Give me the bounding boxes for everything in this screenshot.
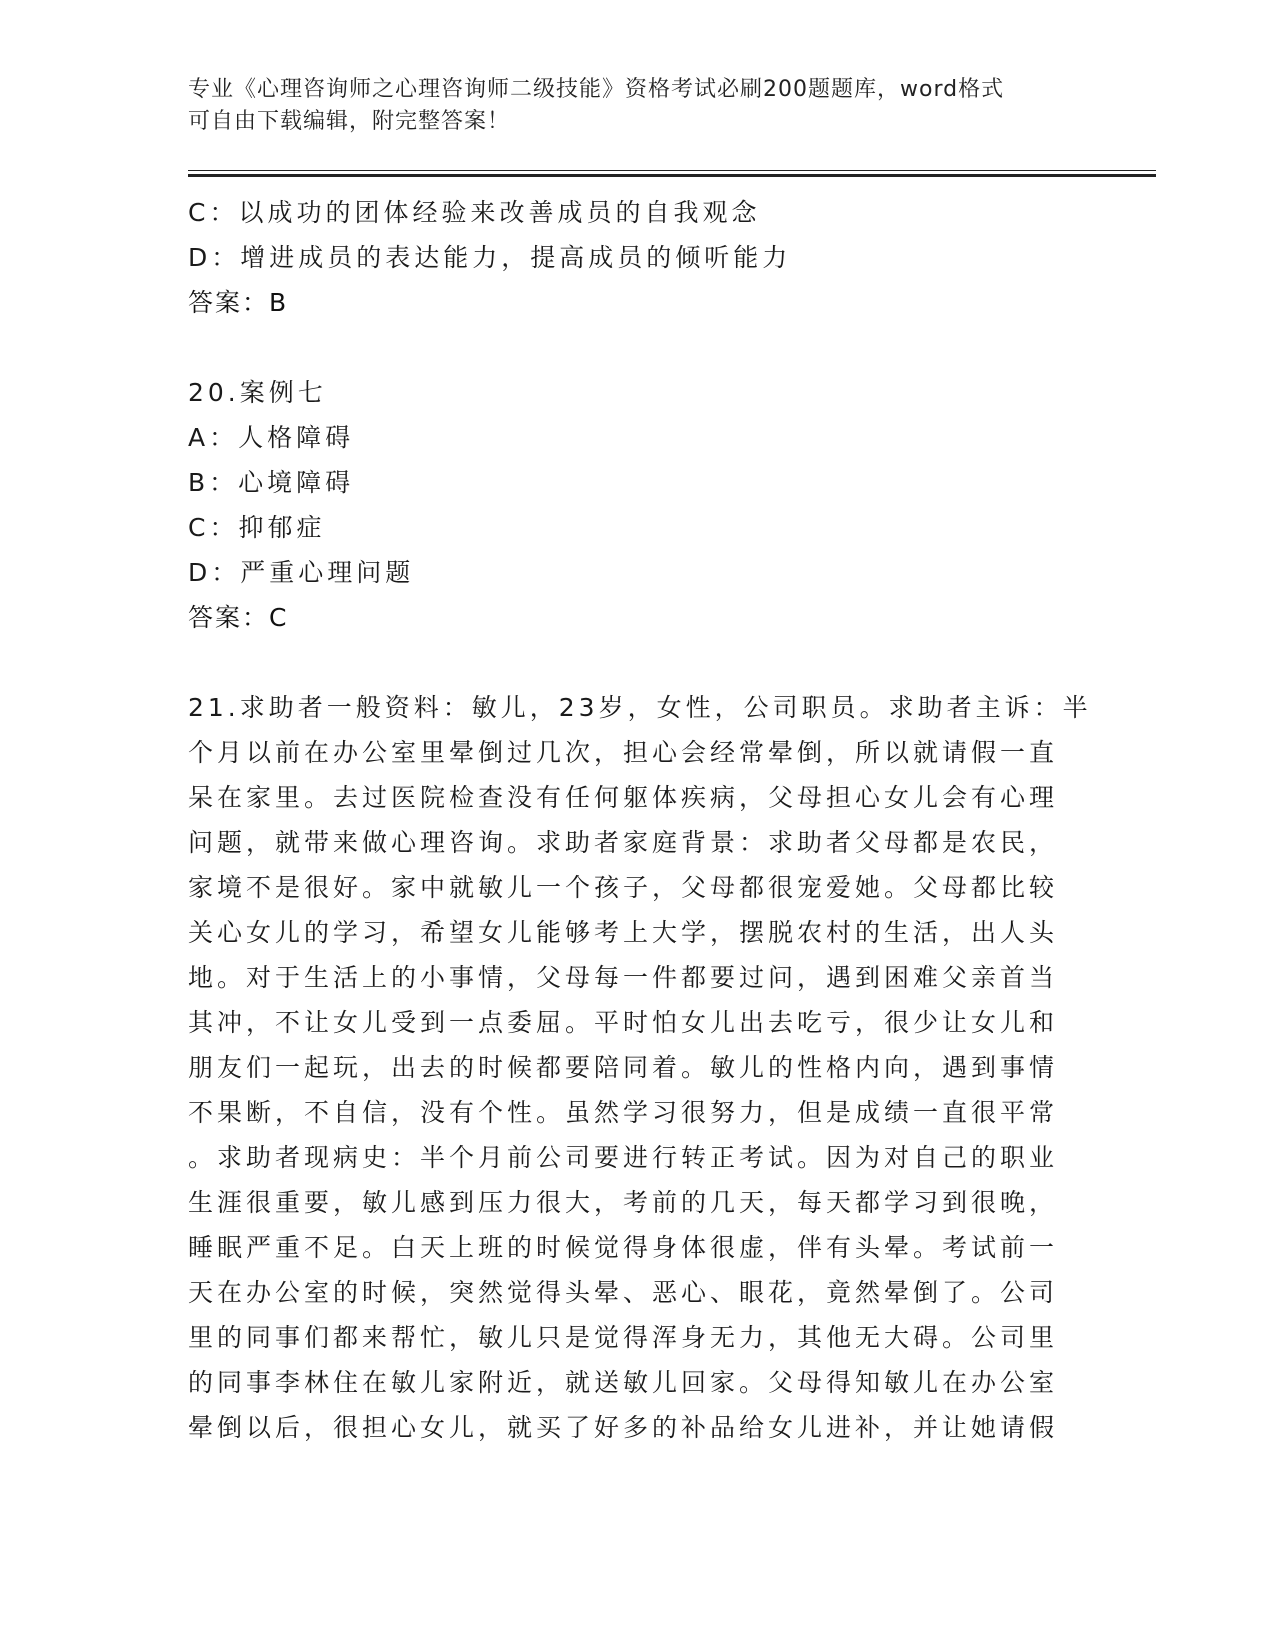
option-a: A：人格障碍: [188, 423, 355, 452]
paragraph-line: 晕倒以后，很担心女儿，就买了好多的补品给女儿进补，并让她请假: [188, 1413, 1059, 1442]
option-d: D：增进成员的表达能力，提高成员的倾听能力: [188, 243, 792, 272]
paragraph-line: 睡眠严重不足。白天上班的时候觉得身体很虚，伴有头晕。考试前一: [188, 1233, 1059, 1262]
spacer: [188, 640, 1078, 685]
paragraph-line: 的同事李林住在敏儿家附近，就送敏儿回家。父母得知敏儿在办公室: [188, 1368, 1059, 1397]
header-divider-thick: [188, 174, 1156, 177]
paragraph-line: 不果断，不自信，没有个性。虽然学习很努力，但是成绩一直很平常: [188, 1098, 1059, 1127]
answer-line: 答案：B: [188, 288, 289, 317]
paragraph-line: 关心女儿的学习，希望女儿能够考上大学，摆脱农村的生活，出人头: [188, 918, 1059, 947]
option-b: B：心境障碍: [188, 468, 355, 497]
paragraph-line: 21.求助者一般资料：敏儿，23岁，女性，公司职员。求助者主诉：半: [188, 693, 1092, 722]
spacer: [188, 325, 1078, 370]
question-20: [188, 370, 1078, 640]
paragraph-line: 里的同事们都来帮忙，敏儿只是觉得浑身无力，其他无大碍。公司里: [188, 1323, 1059, 1352]
document-body: [188, 190, 1092, 1450]
option-c: C：以成功的团体经验来改善成员的自我观念: [188, 198, 761, 227]
paragraph-line: 个月以前在办公室里晕倒过几次，担心会经常晕倒，所以就请假一直: [188, 738, 1059, 767]
paragraph-line: 其冲，不让女儿受到一点委屈。平时怕女儿出去吃亏，很少让女儿和: [188, 1008, 1059, 1037]
paragraph-line: 问题，就带来做心理咨询。求助者家庭背景：求助者父母都是农民，: [188, 828, 1059, 857]
header-title-line-2: 可自由下载编辑，附完整答案！: [188, 109, 511, 134]
paragraph-line: 家境不是很好。家中就敏儿一个孩子，父母都很宠爱她。父母都比较: [188, 873, 1059, 902]
paragraph-line: 地。对于生活上的小事情，父母每一件都要过问，遇到困难父亲首当: [188, 963, 1059, 992]
paragraph-line: 呆在家里。去过医院检查没有任何躯体疾病，父母担心女儿会有心理: [188, 783, 1059, 812]
option-c: C：抑郁症: [188, 513, 326, 542]
option-d: D：严重心理问题: [188, 558, 415, 587]
page-header: [188, 74, 1068, 138]
question-19-tail: [188, 190, 1078, 325]
paragraph-line: 生涯很重要，敏儿感到压力很大，考前的几天，每天都学习到很晚，: [188, 1188, 1059, 1217]
header-divider-thin: [188, 170, 1156, 171]
answer-line: 答案：C: [188, 603, 289, 632]
question-21: [188, 685, 1092, 1450]
header-title-line-1: 专业《心理咨询师之心理咨询师二级技能》资格考试必刷200题题库，word格式: [188, 77, 1005, 102]
paragraph-line: 朋友们一起玩，出去的时候都要陪同着。敏儿的性格内向，遇到事情: [188, 1053, 1059, 1082]
paragraph-line: 天在办公室的时候，突然觉得头晕、恶心、眼花，竟然晕倒了。公司: [188, 1278, 1059, 1307]
question-stem: 20.案例七: [188, 378, 327, 407]
paragraph-line: 。求助者现病史：半个月前公司要进行转正考试。因为对自己的职业: [188, 1143, 1059, 1172]
